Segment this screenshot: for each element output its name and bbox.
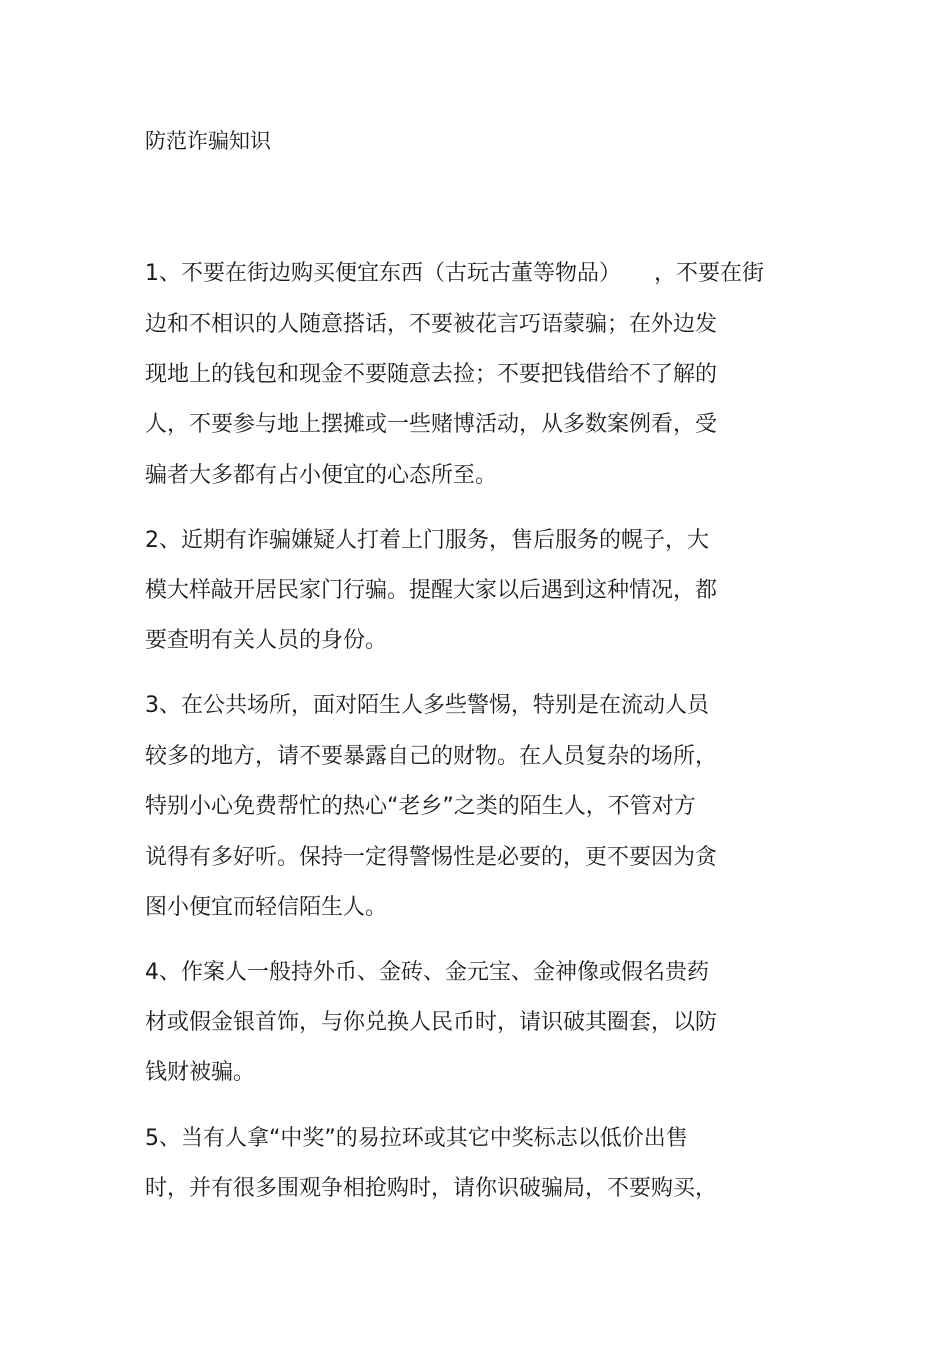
text-line: 5、当有人拿“中奖”的易拉环或其它中奖标志以低价出售	[145, 1126, 688, 1151]
text-line: 人，不要参与地上摆摊或一些赌博活动，从多数案例看，受	[145, 412, 718, 437]
text-line: 较多的地方，请不要暴露自己的财物。在人员复杂的场所，	[145, 744, 718, 769]
text-line: 材或假金银首饰，与你兑换人民币时，请识破其圈套，以防	[145, 1010, 718, 1035]
text-line: 说得有多好听。保持一定得警惕性是必要的，更不要因为贪	[145, 845, 718, 870]
text-line: 边和不相识的人随意搭话，不要被花言巧语蒙骗；在外边发	[145, 312, 718, 337]
text-line: 时，并有很多围观争相抢购时，请你识破骗局，不要购买，	[145, 1176, 718, 1201]
text-line: 图小便宜而轻信陌生人。	[145, 895, 388, 920]
text-line: 特别小心免费帮忙的热心“老乡”之类的陌生人，不管对方	[145, 794, 696, 819]
text-line: 3、在公共场所，面对陌生人多些警惕，特别是在流动人员	[145, 693, 709, 718]
text-line: 1、不要在街边购买便宜东西（古玩古董等物品） ，不要在街	[145, 261, 764, 286]
text-line: 4、作案人一般持外币、金砖、金元宝、金神像或假名贵药	[145, 960, 709, 985]
text-line: 钱财被骗。	[145, 1060, 256, 1085]
text-line: 现地上的钱包和现金不要随意去捡；不要把钱借给不了解的	[145, 362, 718, 387]
text-line: 要查明有关人员的身份。	[145, 628, 388, 653]
text-line: 2、近期有诈骗嫌疑人打着上门服务，售后服务的幌子，大	[145, 528, 709, 553]
text-line: 骗者大多都有占小便宜的心态所至。	[145, 463, 498, 488]
text-line: 模大样敲开居民家门行骗。提醒大家以后遇到这种情况，都	[145, 578, 718, 603]
document-title: 防范诈骗知识	[145, 129, 271, 153]
